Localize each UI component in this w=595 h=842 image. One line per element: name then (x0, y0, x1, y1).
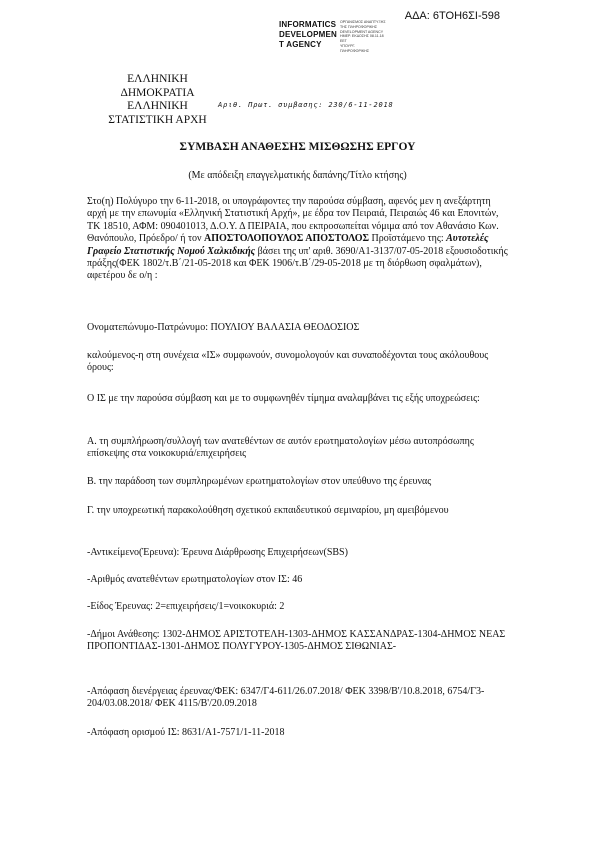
ida-logo (279, 20, 386, 54)
logo-stamp-text: ΟΡΓΑΝΙΣΜΟΣ ΑΝΑΠΤΥΞΗΣ ΤΗΣ ΠΛΗΡΟΦΟΡΙΚΗΣ DEVELOPMENT AGENCY ΗΜΕΡ. ΕΚΔΟΣΗΣ 08.11.18 ΕΕΓ ΥΠΟΥΡΓ. ΠΛΗΡΟΦΟΡΙΚΗΣ (340, 20, 386, 53)
assigned-municipalities: -Δήμοι Ανάθεσης: 1302-ΔΗΜΟΣ ΑΡΙΣΤΟΤΕΛΗ-1303-ΔΗΜΟΣ ΚΑΣΣΑΝΔΡΑΣ-1304-ΔΗΜΟΣ ΝΕΑΣ ΠΡΟΠΟΝΤΙΔΑΣ-1301-ΔΗΜΟΣ ΠΟΛΥΓΥΡΟΥ-1305-ΔΗΜΟΣ ΣΙΘΩΝΙΑΣ- (87, 629, 506, 653)
obligation-item-b: Β. την παράδοση των συμπληρωμένων ερωτηματολογίων στον υπεύθυνο της έρευνας (87, 476, 432, 487)
survey-subject: -Αντικείμενο(Έρευνα): Έρευνα Διάρθρωσης Επιχειρήσεων(SBS) (87, 547, 348, 558)
document-subtitle: (Με απόδειξη επαγγελματικής δαπάνης/Τίτλο κτήσης) (188, 170, 407, 181)
obligations-paragraph: Ο ΙΣ με την παρούσα σύμβαση και με το συμφωνηθέν τίμημα αναλαμβάνει τις εξής υποχρεώσεις: (87, 393, 480, 404)
questionnaire-count: -Αριθμός ανατεθέντων ερωτηματολογίων στον ΙΣ: 46 (87, 574, 303, 585)
terms-paragraph: καλούμενος-η στη συνέχεια «ΙΣ» συμφωνούν, συνομολογούν και συναποδέχονται τους ακόλουθους όρους: (87, 350, 489, 374)
contractor-name-line: Ονοματεπώνυμο-Πατρώνυμο: ΠΟΥΛΙΟΥ ΒΑΛΑΣΙΑ ΘΕΟΔΟΣΙΟΣ (87, 322, 360, 333)
office-name: Αυτοτελές Γραφείο Στατιστικής Νομού Χαλκιδικής (87, 233, 489, 257)
document-title: ΣΥΜΒΑΣΗ ΑΝΑΘΕΣΗΣ ΜΙΣΘΩΣΗΣ ΕΡΓΟΥ (179, 141, 416, 153)
organization-block: ΕΛΛΗΝΙΚΗ ΔΗΜΟΚΡΑΤΙΑ ΕΛΛΗΝΙΚΗ ΣΤΑΤΙΣΤΙΚΗ ΑΡΧΗ (108, 73, 207, 126)
appointment-decision: -Απόφαση ορισμού ΙΣ: 8631/Α1-7571/1-11-2018 (87, 727, 285, 738)
survey-decision: -Απόφαση διενέργειας έρευνας/ΦΕΚ: 6347/Γ4-611/26.07.2018/ ΦΕΚ 3398/Β'/10.8.2018, 6754/Γ3-204/03.08.2018/ ΦΕΚ 4115/Β'/20.09.2018 (87, 686, 485, 710)
obligation-item-c: Γ. την υποχρεωτική παρακολούθηση σχετικού εκπαιδευτικού σεμιναρίου, μη αμειβόμενου (87, 505, 449, 516)
intro-paragraph: Στο(η) Πολύγυρο την 6-11-2018, οι υπογράφοντες την παρούσα σύμβαση, αφενός μεν η ανεξάρτητη αρχή με την επωνυμία «Ελληνική Στατιστική Αρχή», με έδρα τον Πειραιά, Πειραιώς 46 και Επονιτών, ΤΚ 18510, ΑΦΜ: 090401013, Δ.Ο.Υ. Δ ΠΕΙΡΑΙΑ, που εκπροσωπείται νόμιμα από τον Αθανάσιο Κων. Θανόπουλο, Πρόεδρο/ ή τον ΑΠΟΣΤΟΛΟΠΟΥΛΟΣ ΑΠΟΣΤΟΛΟΣ Προϊστάμενο της: Αυτοτελές Γραφείο Στατιστικής Νομού Χαλκιδικής βάσει της υπ' αριθ. 3690/Α1-3137/07-05-2018 εξουσιοδοτικής πράξης(ΦΕΚ 1802/τ.Β΄/21-05-2018 και ΦΕΚ 1906/τ.Β΄/29-05-2018 με τη διόρθωση σφαλμάτων), αφετέρου δε ο/η : (87, 196, 508, 282)
protocol-number: Αριθ. Πρωτ. συμβασης: 230/6-11-2018 (218, 101, 394, 109)
representative-name: ΑΠΟΣΤΟΛΟΠΟΥΛΟΣ ΑΠΟΣΤΟΛΟΣ (204, 233, 370, 245)
survey-type: -Είδος Έρευνας: 2=επιχειρήσεις/1=νοικοκυριά: 2 (87, 601, 285, 612)
obligation-item-a: Α. τη συμπλήρωση/συλλογή των ανατεθέντων σε αυτόν ερωτηματολογίων μέσω αυτοπρόσωπης επίσκεψης στα νοικοκυριά/επιχειρήσεις (87, 436, 474, 460)
ada-code: ΑΔΑ: 6ΤΟΗ6ΣΙ-598 (404, 10, 500, 22)
logo-title: INFORMATICS DEVELOPMEN T AGENCY (279, 20, 338, 49)
